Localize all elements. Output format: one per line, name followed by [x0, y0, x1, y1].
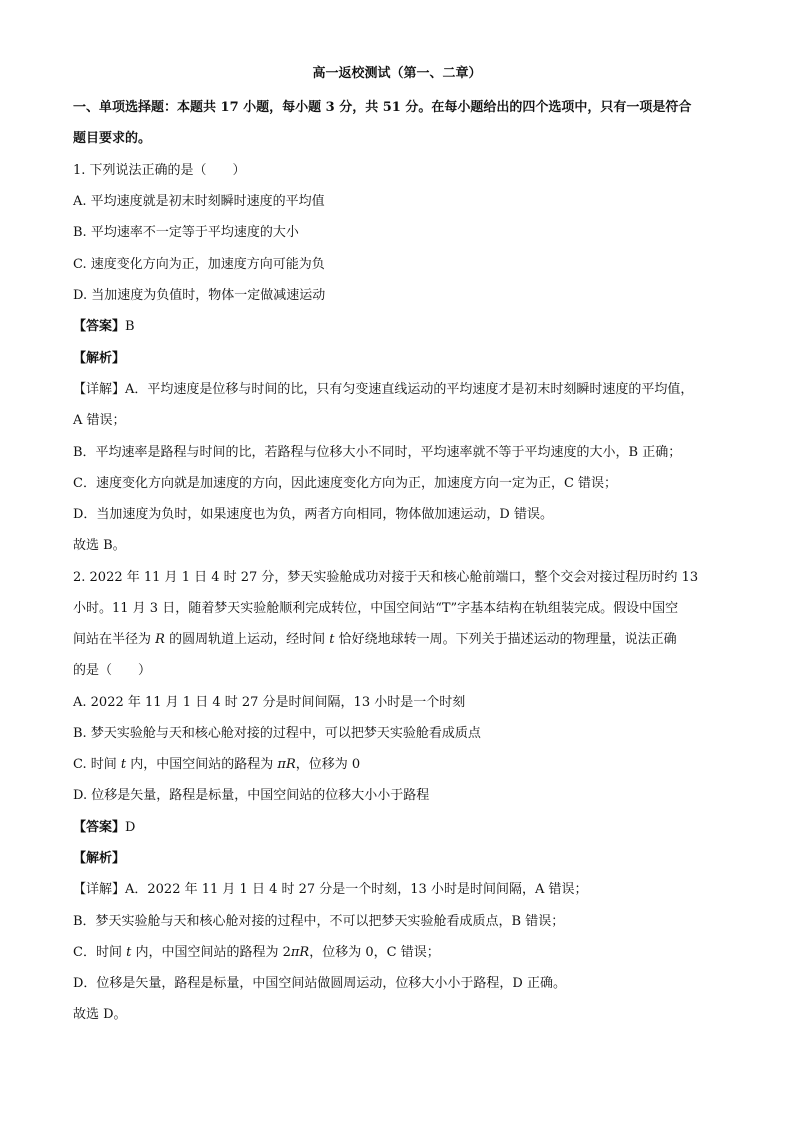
q2-stem-line2: 小时。11 月 3 日，随着梦天实验舱顺利完成转位，中国空间站“T”字基本结构在轨组装完成。假设中国空 [73, 601, 679, 616]
q1-option-b: B. 平均速率不一定等于平均速度的大小 [73, 225, 299, 240]
q2-option-a: A. 2022 年 11 月 1 日 4 时 27 分是时间间隔，13 小时是一个时刻 [73, 695, 466, 710]
q2-explanation-text: ，位移为 0，C 错误； [309, 945, 440, 960]
q1-explanation-line3: B．平均速率是路程与时间的比，若路程与位移大小不同时，平均速率就不等于平均速度的大小，B 正确； [73, 445, 682, 460]
q1-option-d: D. 当加速度为负值时，物体一定做减速运动 [73, 288, 326, 303]
q2-option-c-text: ，位移为 0 [295, 757, 361, 772]
q2-pi-symbol: π [277, 757, 286, 772]
q1-explanation-line4: C．速度变化方向就是加速度的方向，因此速度变化方向为正，加速度方向一定为正，C 错误； [73, 476, 618, 491]
q1-option-c: C. 速度变化方向为正，加速度方向可能为负 [73, 257, 325, 272]
q2-explanation-line3 [73, 944, 440, 962]
q2-option-c-text: C. 时间 [73, 757, 121, 772]
q2-var-t: t [120, 757, 127, 772]
section-heading-line2: 题目要求的。 [73, 131, 152, 146]
page-title: 高一返校测试（第一、二章） [312, 66, 482, 81]
q2-option-b: B. 梦天实验舱与天和核心舱对接的过程中，可以把梦天实验舱看成质点 [73, 726, 481, 741]
q1-answer-label: 【答案】 [73, 319, 126, 334]
q2-stem-text: 的圆周轨道上运动，经时间 [164, 632, 330, 647]
q2-explanation-text: C．时间 [73, 945, 127, 960]
q2-explanation-line4: D．位移是矢量，路程是标量，中国空间站做圆周运动，位移大小小于路程，D 正确。 [73, 976, 566, 991]
q1-answer-value: B [125, 319, 135, 334]
q2-var-r: R [285, 757, 296, 772]
q2-var-t: t [126, 945, 132, 960]
q2-option-d: D. 位移是矢量，路程是标量，中国空间站的位移大小小于路程 [73, 788, 430, 803]
q1-option-a: A. 平均速度就是初末时刻瞬时速度的平均值 [73, 194, 325, 209]
q2-option-c-text: 内，中国空间站的路程为 [126, 757, 278, 772]
q2-var-r: R [155, 632, 165, 647]
section-heading-line1: 一、单项选择题：本题共 17 小题，每小题 3 分，共 51 分。在每小题给出的四个选项中，只有一项是符合 [73, 100, 692, 115]
q2-option-c [73, 756, 360, 774]
q1-stem: 1. 下列说法正确的是（ ） [73, 163, 246, 178]
q1-analysis-label: 【解析】 [73, 351, 126, 366]
q2-answer-label: 【答案】 [73, 820, 126, 835]
q2-explanation-line1: 【详解】A．2022 年 11 月 1 日 4 时 27 分是一个时刻，13 小时是时间间隔，A 错误； [73, 882, 588, 897]
q2-explanation-line2: B．梦天实验舱与天和核心舱对接的过程中，不可以把梦天实验舱看成质点，B 错误； [73, 914, 565, 929]
q2-stem-line4: 的是（ ） [73, 663, 152, 678]
q2-stem-text: 间站在半径为 [73, 632, 156, 647]
q1-explanation-line2: A 错误； [73, 413, 126, 428]
q1-explanation-line1: 【详解】A．平均速度是位移与时间的比，只有匀变速直线运动的平均速度才是初末时刻瞬时速度的平均值， [73, 382, 694, 397]
q2-pi-symbol: π [290, 945, 300, 960]
q2-var-r: R [299, 945, 310, 960]
q2-conclusion: 故选 D。 [73, 1007, 127, 1022]
q2-answer [73, 819, 135, 837]
q1-conclusion: 故选 B。 [73, 538, 126, 553]
q1-answer [73, 318, 135, 336]
q2-stem-line1: 2. 2022 年 11 月 1 日 4 时 27 分，梦天实验舱成功对接于天和核心舱前端口，整个交会对接过程历时约 13 [73, 570, 699, 585]
q2-stem-line3 [73, 631, 677, 649]
q2-answer-value: D [125, 820, 136, 835]
q2-analysis-label: 【解析】 [73, 851, 126, 866]
q1-explanation-line5: D．当加速度为负时，如果速度也为负，两者方向相同，物体做加速运动，D 错误。 [73, 507, 553, 522]
q2-explanation-text: 内，中国空间站的路程为 2 [131, 945, 291, 960]
q2-var-t: t [329, 632, 335, 647]
q2-stem-text: 恰好绕地球转一周。下列关于描述运动的物理量，说法正确 [334, 632, 677, 647]
